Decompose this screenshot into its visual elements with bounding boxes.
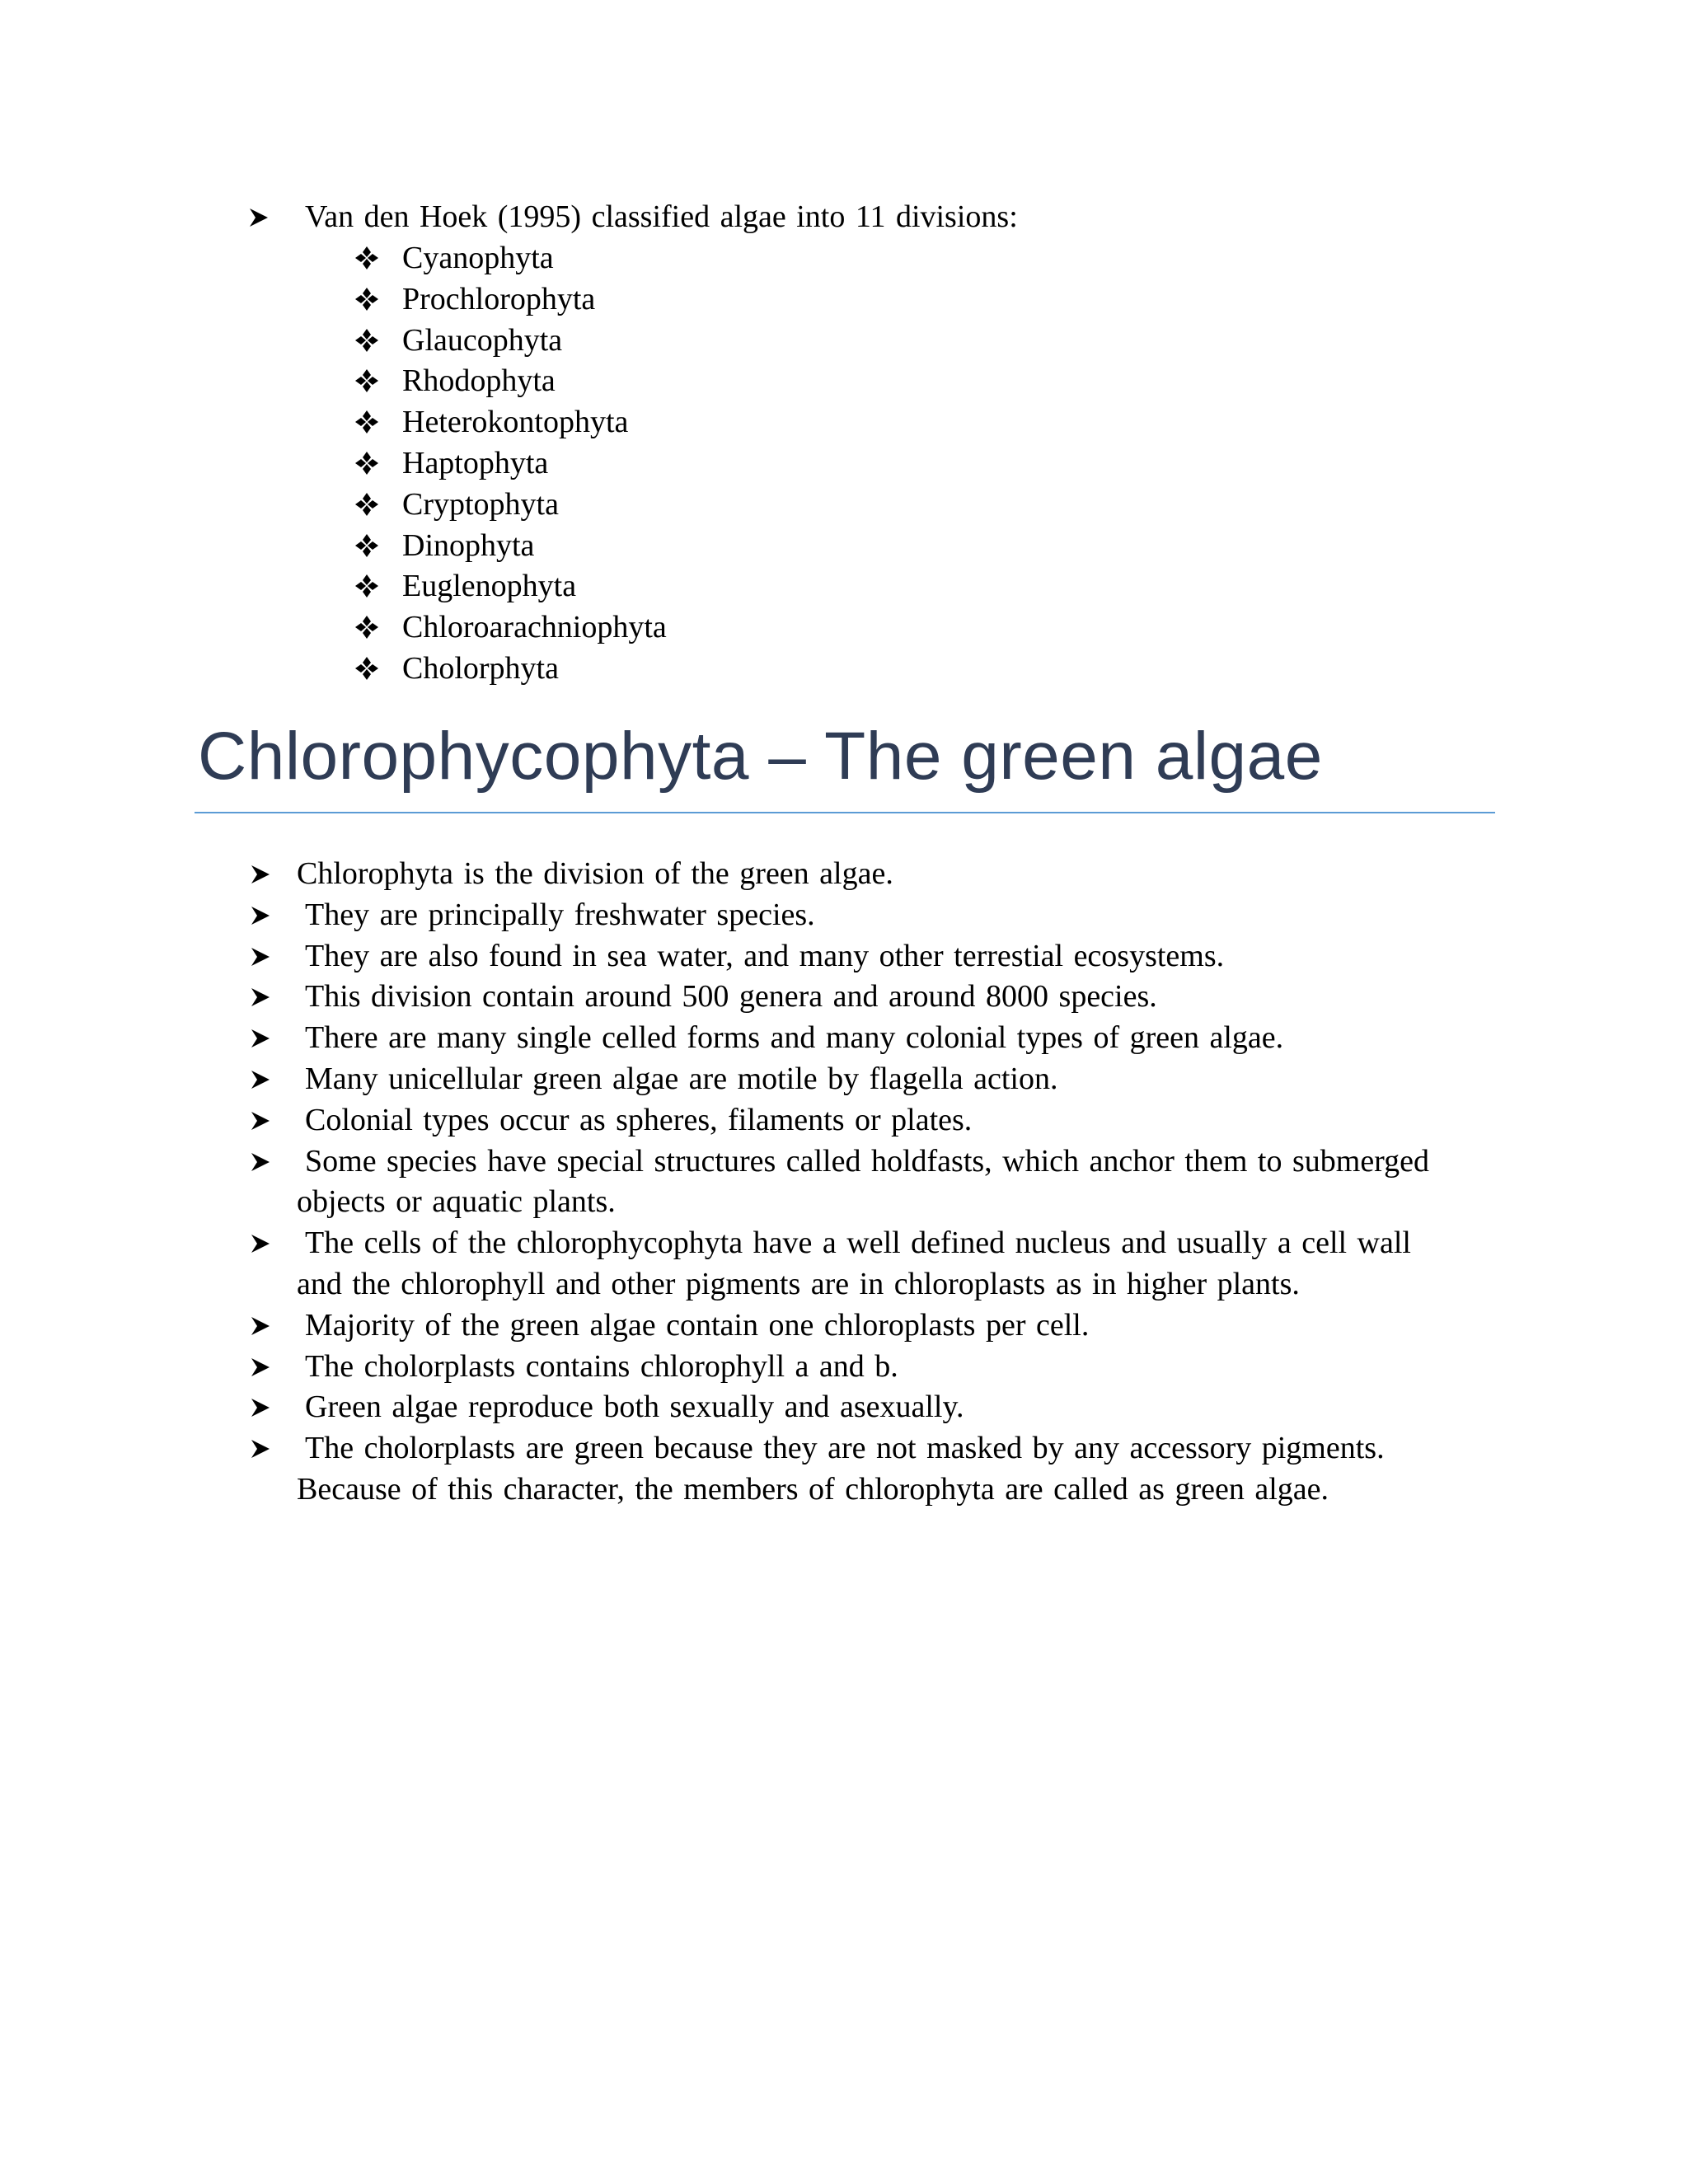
diamond-bullet-icon: [354, 410, 379, 434]
section-heading: Chlorophycophyta – The green algae: [198, 719, 1323, 794]
arrow-bullet-icon: [250, 1110, 271, 1132]
division-item: Cryptophyta: [402, 487, 559, 522]
arrow-bullet-icon: [250, 987, 271, 1008]
point-text: The cholorplasts contains chlorophyll a and b.: [305, 1349, 898, 1384]
diamond-bullet-icon: [354, 287, 379, 312]
intro-text: Van den Hoek (1995) classified algae into 11 divisions:: [305, 199, 1018, 234]
division-item: Cholorphyta: [402, 651, 559, 686]
division-item: Cyanophyta: [402, 241, 554, 275]
arrow-bullet-icon: [250, 1069, 271, 1090]
division-item: Haptophyta: [402, 446, 549, 480]
arrow-bullet-icon: [250, 1151, 271, 1173]
point-text: The cells of the chlorophycophyta have a well defined nucleus and usually a cell wall: [305, 1226, 1411, 1260]
arrow-bullet-icon: [250, 1233, 271, 1254]
diamond-bullet-icon: [354, 533, 379, 558]
division-item: Prochlorophyta: [402, 282, 596, 316]
division-item: Heterokontophyta: [402, 405, 629, 439]
point-text: They are principally freshwater species.: [305, 898, 815, 932]
point-text: Many unicellular green algae are motile by flagella action.: [305, 1062, 1058, 1096]
point-text-continued: objects or aquatic plants.: [297, 1184, 616, 1219]
arrow-bullet-icon: [250, 1438, 271, 1460]
point-text-continued: Because of this character, the members of chlorophyta are called as green algae.: [297, 1472, 1329, 1507]
point-text: Green algae reproduce both sexually and asexually.: [305, 1390, 964, 1424]
point-text: Colonial types occur as spheres, filaments or plates.: [305, 1103, 973, 1137]
arrow-bullet-icon: [250, 1028, 271, 1049]
heading-underline: [195, 812, 1495, 813]
division-item: Glaucophyta: [402, 323, 563, 358]
arrow-bullet-icon: [250, 864, 271, 885]
diamond-bullet-icon: [354, 368, 379, 393]
point-text: Chlorophyta is the division of the green algae.: [297, 856, 893, 891]
division-item: Rhodophyta: [402, 363, 556, 398]
diamond-bullet-icon: [354, 615, 379, 640]
arrow-bullet-icon: [250, 1315, 271, 1337]
diamond-bullet-icon: [354, 328, 379, 353]
division-item: Euglenophyta: [402, 569, 577, 603]
diamond-bullet-icon: [354, 492, 379, 517]
arrow-bullet-icon: [250, 946, 271, 968]
point-text: There are many single celled forms and many colonial types of green algae.: [305, 1020, 1284, 1055]
point-text: Some species have special structures called holdfasts, which anchor them to submerged: [305, 1144, 1430, 1179]
arrow-bullet-icon: [250, 905, 271, 926]
point-text: They are also found in sea water, and many other terrestial ecosystems.: [305, 939, 1225, 973]
point-text: Majority of the green algae contain one chloroplasts per cell.: [305, 1308, 1090, 1343]
diamond-bullet-icon: [354, 574, 379, 598]
division-item: Dinophyta: [402, 528, 535, 563]
division-item: Chloroarachniophyta: [402, 610, 667, 644]
point-text: This division contain around 500 genera and around 8000 species.: [305, 979, 1157, 1014]
arrow-bullet-icon: [250, 1397, 271, 1418]
arrow-bullet-icon: [248, 207, 270, 228]
diamond-bullet-icon: [354, 451, 379, 476]
diamond-bullet-icon: [354, 656, 379, 681]
point-text: The cholorplasts are green because they are not masked by any accessory pigments.: [305, 1431, 1385, 1465]
diamond-bullet-icon: [354, 246, 379, 270]
point-text-continued: and the chlorophyll and other pigments are in chloroplasts as in higher plants.: [297, 1267, 1300, 1301]
arrow-bullet-icon: [250, 1357, 271, 1378]
